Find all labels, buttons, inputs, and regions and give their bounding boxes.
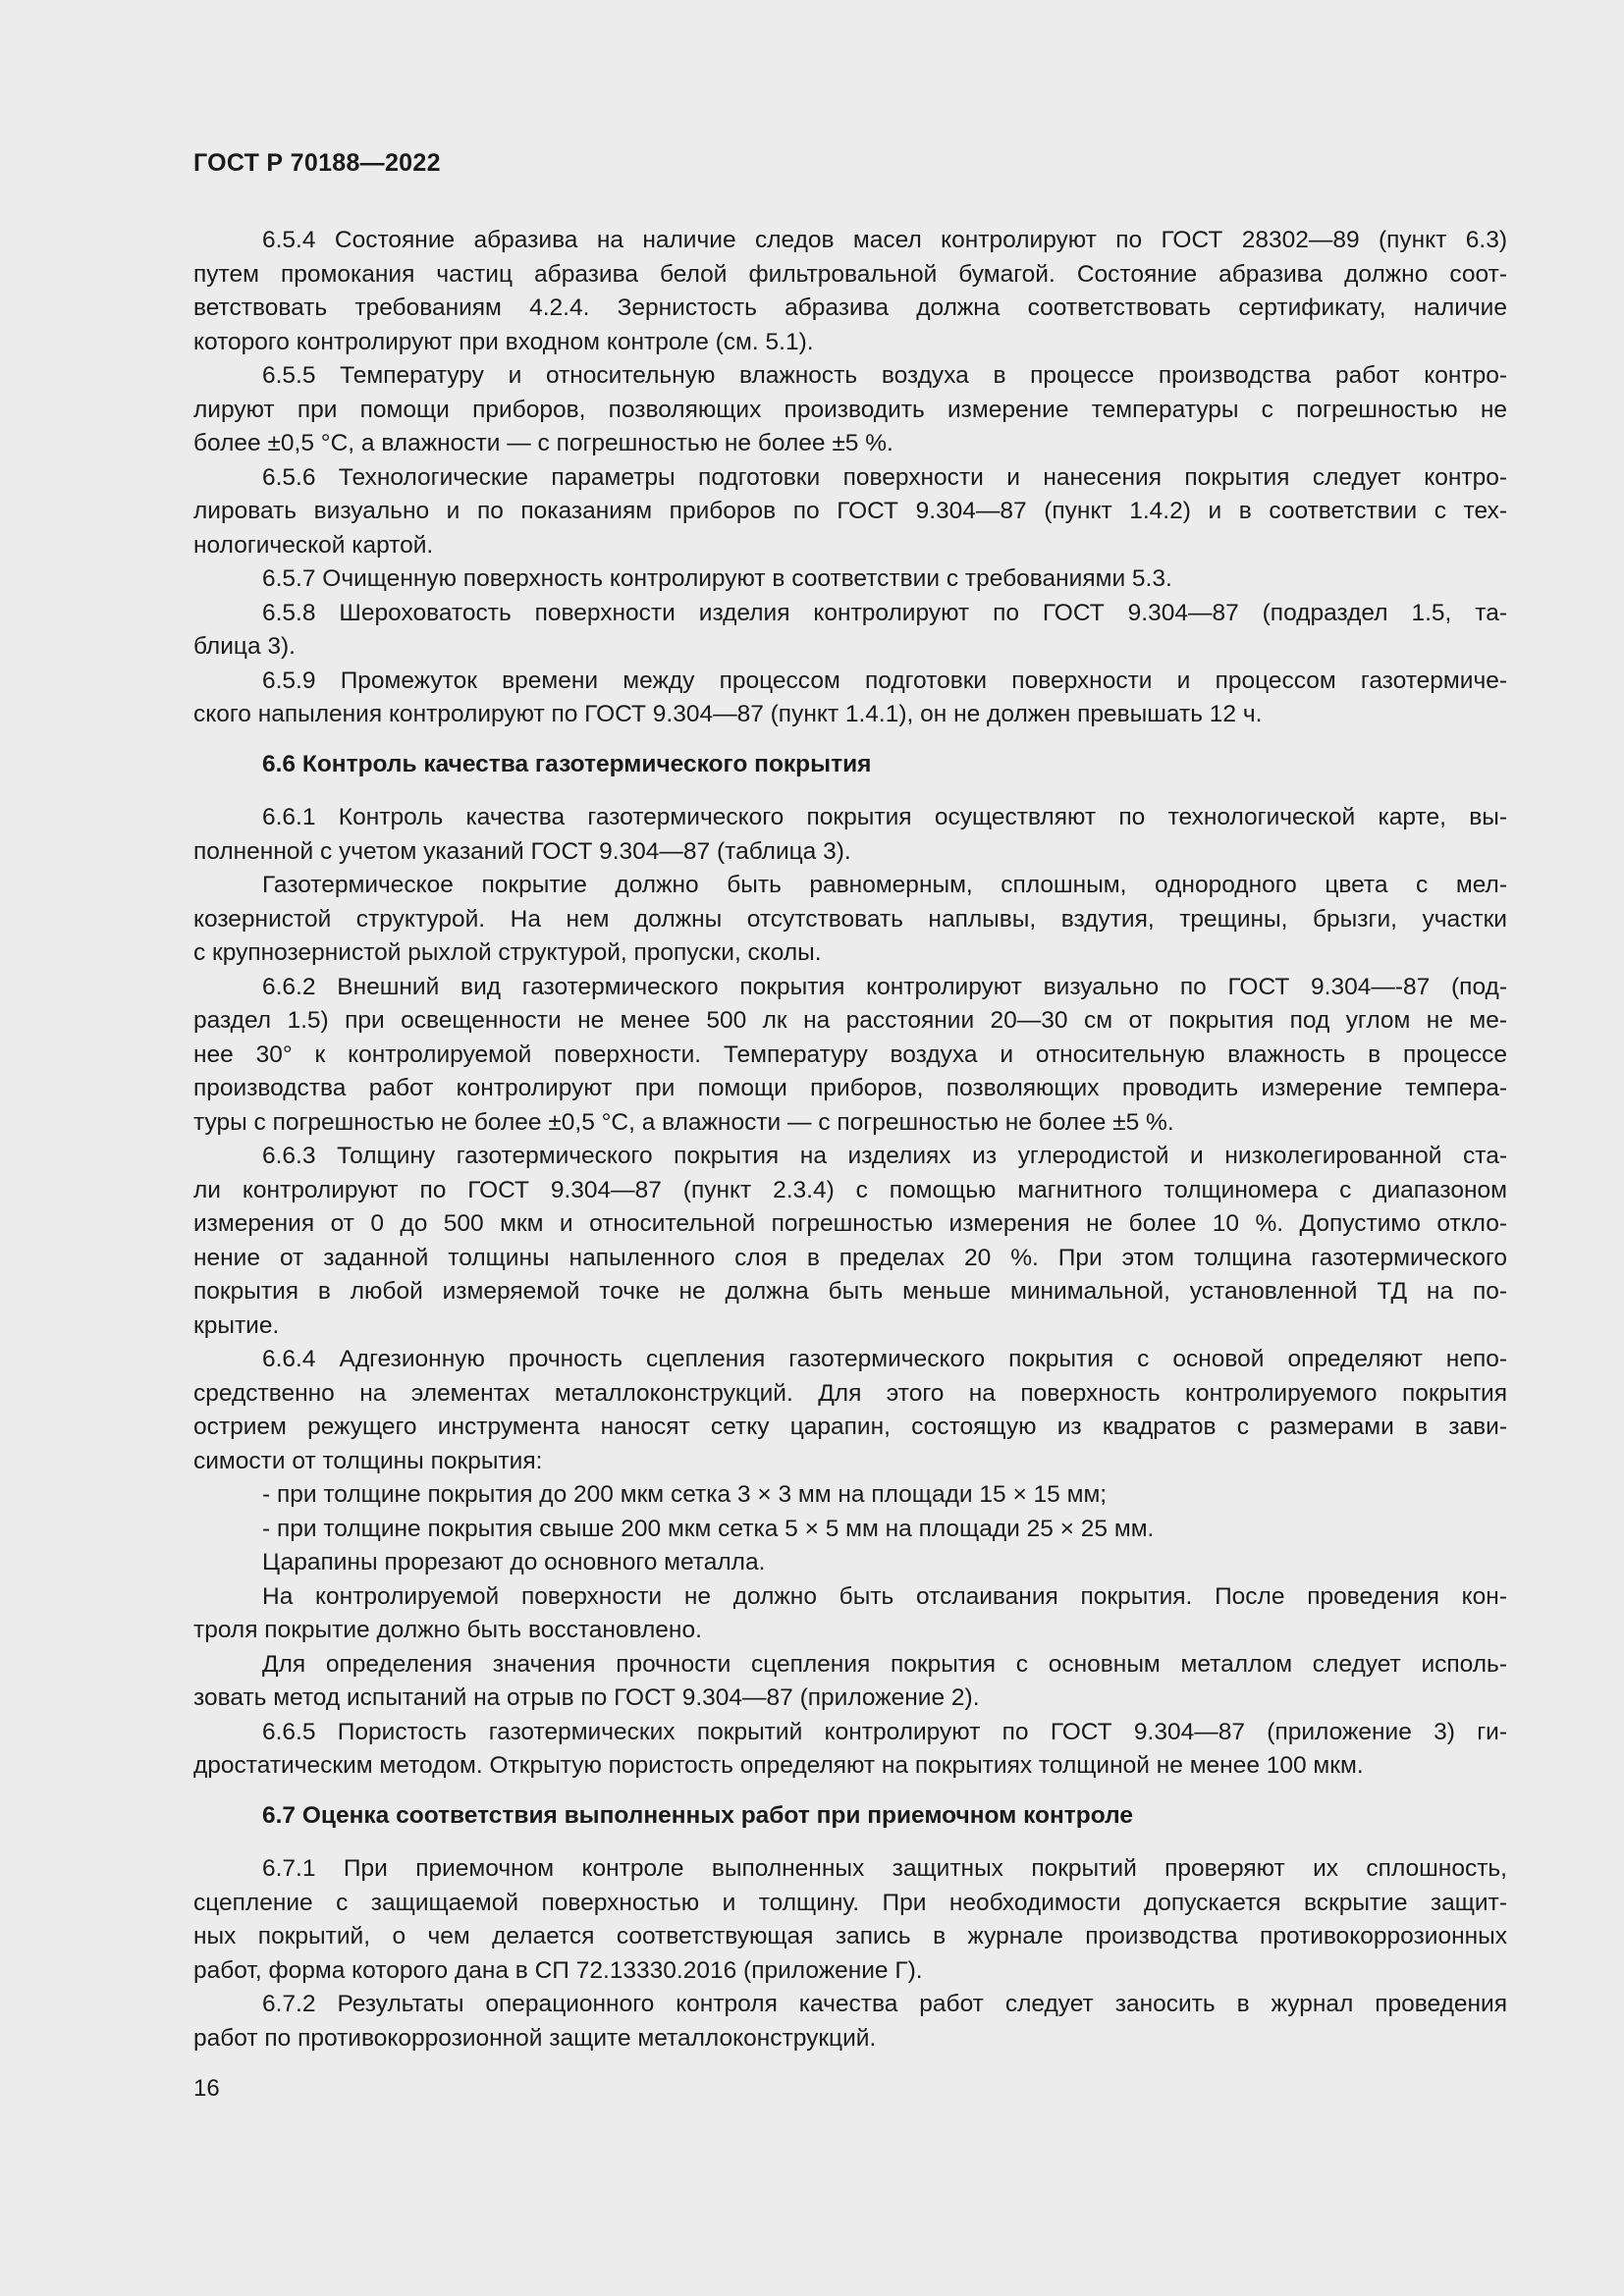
paragraph-6-5-5 <box>193 359 1507 461</box>
text-line: На контролируемой поверхности не должно быть отслаивания покрытия. После проведения кон- <box>262 1582 1507 1610</box>
text-line: блица 3). <box>193 633 296 660</box>
text-line: которого контролируют при входном контроле (см. 5.1). <box>193 328 814 355</box>
text-line: 6.5.6 Технологические параметры подготовки поверхности и нанесения покрытия следует контро- <box>262 463 1507 491</box>
paragraph-6-6-1-coating <box>193 869 1507 971</box>
paragraph-6-5-8 <box>193 597 1507 665</box>
text-line: зовать метод испытаний на отрыв по ГОСТ 9.304—87 (приложение 2). <box>193 1684 980 1711</box>
text-line: Газотермическое покрытие должно быть равномерным, сплошным, однородного цвета с мел- <box>262 872 1507 898</box>
paragraph-6-6-1 <box>193 801 1507 869</box>
text-line: 6.5.5 Температуру и относительную влажность воздуха в процессе производства работ контро- <box>262 362 1507 389</box>
paragraph-6-7-1 <box>193 1852 1507 1988</box>
paragraph-6-6-4 <box>193 1343 1507 1478</box>
text-line: 6.6.4 Адгезионную прочность сцепления газотермического покрытия с основой определяют непо- <box>262 1346 1507 1372</box>
text-line: с крупнозернистой рыхлой структурой, пропуски, сколы. <box>193 939 822 966</box>
text-line: 6.6.3 Толщину газотермического покрытия на изделиях из углеродистой и низколегированной ста- <box>262 1143 1507 1169</box>
text-line: дростатическим методом. Открытую пористость определяют на покрытиях толщиной не менее 100 мкм. <box>193 1752 1364 1779</box>
text-line: покрытия в любой измеряемой точке не должна быть меньше минимальной, установленной ТД на по- <box>193 1278 1507 1305</box>
paragraph-6-6-3 <box>193 1140 1507 1343</box>
paragraph-scratches <box>193 1546 1507 1580</box>
text-line: лировать визуально и по показаниям приборов по ГОСТ 9.304—87 (пункт 1.4.2) и в соответствии с тех- <box>193 498 1507 524</box>
text-line: лируют при помощи приборов, позволяющих производить измерение температуры с погрешностью не <box>193 396 1507 423</box>
page-number: 16 <box>193 2075 220 2102</box>
text-line: крытие. <box>193 1311 280 1339</box>
paragraph-no-peeling <box>193 1580 1507 1648</box>
text-line: 6.6.5 Пористость газотермических покрытий контролируют по ГОСТ 9.304—87 (приложение 3) ги- <box>262 1718 1507 1745</box>
text-line: 6.6.1 Контроль качества газотермического покрытия осуществляют по технологической карте, вы- <box>262 804 1507 830</box>
text-line: 6.7.2 Результаты операционного контроля качества работ следует заносить в журнал проведения <box>262 1991 1507 2017</box>
text-line: ли контролируют по ГОСТ 9.304—87 (пункт 2.3.4) с помощью магнитного толщиномера с диапазоном <box>193 1176 1507 1203</box>
list-item-thickness-over-200: - при толщине покрытия свыше 200 мкм сетка 5 × 5 мм на площади 25 × 25 мм. <box>262 1515 1155 1542</box>
text-line: 6.5.4 Состояние абразива на наличие следов масел контролируют по ГОСТ 28302—89 (пункт 6.3) <box>262 227 1507 253</box>
text-line: симости от толщины покрытия: <box>193 1447 543 1474</box>
text-line: более ±0,5 °С, а влажности — с погрешностью не более ±5 %. <box>193 430 893 456</box>
text-line: 6.6.2 Внешний вид газотермического покрытия контролируют визуально по ГОСТ 9.304—-87 (под- <box>262 973 1507 1000</box>
text-line: работ, форма которого дана в СП 72.13330.2016 (приложение Г). <box>193 1956 923 1984</box>
text-line: Царапины прорезают до основного металла. <box>262 1549 766 1575</box>
paragraph-6-6-5 <box>193 1716 1507 1784</box>
text-line: ветствовать требованиям 4.2.4. Зернистость абразива должна соответствовать сертификату, наличие <box>193 294 1507 321</box>
paragraph-adhesion-method <box>193 1648 1507 1716</box>
text-line: нее 30° к контролируемой поверхности. Температуру воздуха и относительную влажность в процессе <box>193 1041 1507 1068</box>
paragraph-6-6-2 <box>193 971 1507 1141</box>
paragraph-6-7-2 <box>193 1988 1507 2056</box>
text-line: нение от заданной толщины напыленного слоя в пределах 20 %. При этом толщина газотермического <box>193 1244 1507 1271</box>
text-line: полненной с учетом указаний ГОСТ 9.304—87 (таблица 3). <box>193 837 851 865</box>
text-line: ных покрытий, о чем делается соответствующая запись в журнале производства противокоррозионных <box>193 1923 1507 1949</box>
section-heading-6-6: 6.6 Контроль качества газотермического покрытия <box>262 750 872 777</box>
text-line: 6.5.9 Промежуток времени между процессом подготовки поверхности и процессом газотермиче- <box>262 667 1507 694</box>
text-line: средственно на элементах металлоконструкций. Для этого на поверхность контролируемого покрытия <box>193 1379 1507 1407</box>
text-line: острием режущего инструмента наносят сетку царапин, состоящую из квадратов с размерами в зави- <box>193 1414 1507 1440</box>
paragraph-6-5-9 <box>193 665 1507 732</box>
document-header-title: ГОСТ Р 70188—2022 <box>193 149 441 177</box>
text-line: ского напыления контролируют по ГОСТ 9.304—87 (пункт 1.4.1), он не должен превышать 12 ч. <box>193 701 1263 727</box>
text-line: нологической картой. <box>193 531 434 559</box>
text-line: работ по противокоррозионной защите металлоконструкций. <box>193 2024 877 2052</box>
text-line: 6.7.1 При приемочном контроле выполненных защитных покрытий проверяют их сплошность, <box>262 1855 1507 1882</box>
paragraph-6-5-7 <box>193 562 1507 597</box>
text-line: измерения от 0 до 500 мкм и относительной погрешностью измерения не более 10 %. Допустимо откло- <box>193 1210 1507 1237</box>
text-line: производства работ контролируют при помощи приборов, позволяющих проводить измерение темпера- <box>193 1075 1507 1101</box>
text-line: Для определения значения прочности сцепления покрытия с основным металлом следует исполь- <box>262 1650 1507 1678</box>
text-line: туры с погрешностью не более ±0,5 °С, а влажности — с погрешностью не более ±5 %. <box>193 1108 1174 1136</box>
text-line: сцепление с защищаемой поверхностью и толщину. При необходимости допускается вскрытие защит- <box>193 1889 1507 1916</box>
text-line: 6.5.7 Очищенную поверхность контролируют в соответствии с требованиями 5.3. <box>262 565 1172 592</box>
text-line: раздел 1.5) при освещенности не менее 500 лк на расстоянии 20—30 см от покрытия под углом не ме- <box>193 1007 1507 1034</box>
text-line: троля покрытие должно быть восстановлено. <box>193 1617 702 1643</box>
list-item-thickness-200: - при толщине покрытия до 200 мкм сетка 3 × 3 мм на площади 15 × 15 мм; <box>262 1481 1108 1508</box>
paragraph-6-5-6 <box>193 461 1507 563</box>
text-line: козернистой структурой. На нем должны отсутствовать наплывы, вздутия, трещины, брызги, участки <box>193 905 1507 933</box>
text-line: путем промокания частиц абразива белой фильтровальной бумагой. Состояние абразива должно соот- <box>193 260 1507 288</box>
paragraph-6-5-4 <box>193 224 1507 359</box>
document-body <box>193 224 1507 2056</box>
text-line: 6.5.8 Шероховатость поверхности изделия контролируют по ГОСТ 9.304—87 (подраздел 1.5, та- <box>262 599 1507 626</box>
section-heading-6-7: 6.7 Оценка соответствия выполненных работ при приемочном контроле <box>262 1801 1133 1829</box>
